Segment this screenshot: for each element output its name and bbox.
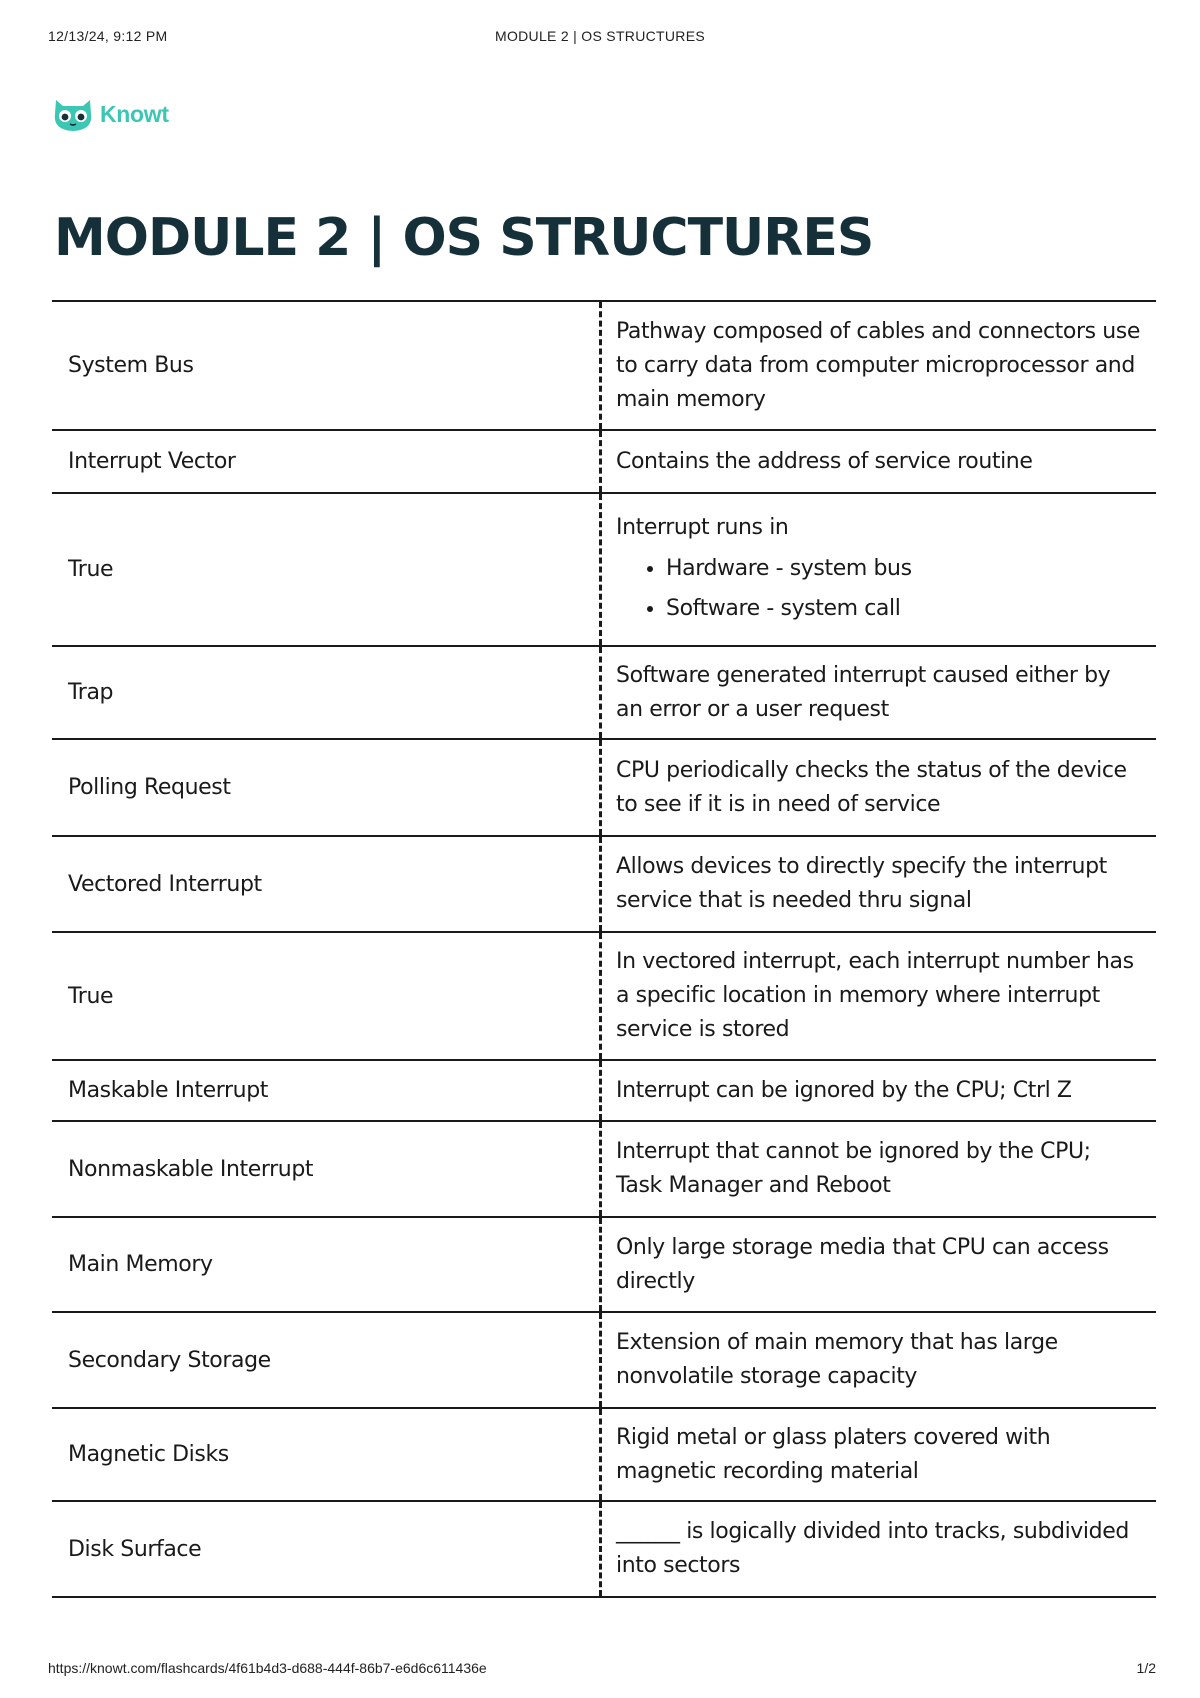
definition-bullet-list <box>616 549 1140 629</box>
card-definition-text: Rigid metal or glass platers covered with magnetic recording material <box>616 1424 1051 1484</box>
card-definition <box>602 302 1156 429</box>
flashcard-row <box>52 933 1156 1061</box>
knowt-logo-text: Knowt <box>100 100 169 127</box>
flashcard-row <box>52 1409 1156 1502</box>
card-definition-text: Allows devices to directly specify the interrupt service that is needed thru signal <box>616 854 1107 913</box>
card-definition-text: CPU periodically checks the status of the device to see if it is in need of service <box>616 757 1127 817</box>
card-definition <box>602 1409 1156 1500</box>
print-footer <box>0 1660 1200 1682</box>
card-term: Nonmaskable Interrupt <box>52 1122 602 1216</box>
card-term: Vectored Interrupt <box>52 837 602 931</box>
print-page-title: MODULE 2 | OS STRUCTURES <box>495 28 705 44</box>
flashcard-row <box>52 1122 1156 1218</box>
card-term: Disk Surface <box>52 1502 602 1596</box>
document-title: MODULE 2 | OS STRUCTURES <box>54 208 874 268</box>
card-term: Magnetic Disks <box>52 1409 602 1500</box>
card-term: Trap <box>52 647 602 738</box>
card-definition <box>602 1122 1156 1216</box>
card-definition <box>602 1061 1156 1120</box>
list-item: • Software - system call <box>666 589 1140 629</box>
card-term: Maskable Interrupt <box>52 1061 602 1120</box>
flashcard-row <box>52 494 1156 647</box>
card-definition-text: Pathway composed of cables and connectors use to carry data from computer microprocessor and main memory <box>616 318 1141 412</box>
card-term: Main Memory <box>52 1218 602 1311</box>
card-definition-text: Interrupt that cannot be ignored by the CPU; Task Manager and Reboot <box>616 1139 1091 1198</box>
card-definition <box>602 1218 1156 1311</box>
card-term: Interrupt Vector <box>52 431 602 492</box>
card-definition <box>602 740 1156 835</box>
page-number: 1/2 <box>1136 1660 1156 1676</box>
card-term: Secondary Storage <box>52 1313 602 1407</box>
card-definition-text: Interrupt runs in <box>616 514 789 540</box>
flashcard-row <box>52 1218 1156 1313</box>
card-definition-text: Software generated interrupt caused either by an error or a user request <box>616 662 1111 722</box>
flashcard-row <box>52 740 1156 837</box>
list-item: • Hardware - system bus <box>666 549 1140 589</box>
flashcard-row <box>52 1313 1156 1409</box>
card-definition-text: ______ is logically divided into tracks, subdivided into sectors <box>616 1519 1129 1578</box>
flashcard-row <box>52 1061 1156 1122</box>
flashcard-row <box>52 1502 1156 1598</box>
card-definition-text: Contains the address of service routine <box>616 448 1033 474</box>
flashcard-table <box>52 300 1156 1598</box>
card-definition <box>602 494 1156 645</box>
card-definition <box>602 647 1156 738</box>
flashcard-row <box>52 837 1156 933</box>
flashcard-row <box>52 431 1156 494</box>
knowt-logo[interactable] <box>50 94 169 134</box>
card-term: System Bus <box>52 302 602 429</box>
card-definition <box>602 837 1156 931</box>
knowt-mascot-icon <box>50 94 96 134</box>
card-definition-text: In vectored interrupt, each interrupt number has a specific location in memory where interrupt service is stored <box>616 949 1134 1042</box>
print-header <box>0 28 1200 50</box>
card-term: True <box>52 933 602 1059</box>
flashcard-row <box>52 647 1156 740</box>
print-datetime: 12/13/24, 9:12 PM <box>48 28 168 44</box>
card-definition-text: Interrupt can be ignored by the CPU; Ctrl Z <box>616 1077 1072 1103</box>
card-term: True <box>52 494 602 645</box>
card-definition-text: Extension of main memory that has large nonvolatile storage capacity <box>616 1330 1058 1389</box>
card-definition <box>602 1313 1156 1407</box>
flashcard-row <box>52 302 1156 431</box>
footer-url[interactable]: https://knowt.com/flashcards/4f61b4d3-d688-444f-86b7-e6d6c611436e <box>48 1660 487 1676</box>
card-definition <box>602 933 1156 1059</box>
card-term: Polling Request <box>52 740 602 835</box>
card-definition <box>602 1502 1156 1596</box>
card-definition-text: Only large storage media that CPU can access directly <box>616 1234 1109 1294</box>
card-definition <box>602 431 1156 492</box>
